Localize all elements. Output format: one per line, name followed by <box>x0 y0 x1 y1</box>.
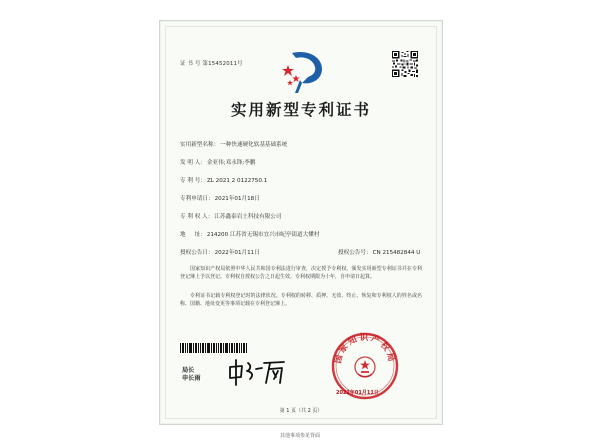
field-value: 一种快速硬化软基基础系统 <box>220 142 288 148</box>
seal-text: 国家知识产权局 <box>333 333 397 365</box>
address-field <box>180 230 319 238</box>
qr-code-icon <box>392 51 418 77</box>
publication-number-field <box>338 248 420 256</box>
barcode-icon <box>180 343 248 353</box>
field-value: 2021年01月18日 <box>214 196 260 202</box>
field-label: 授权公告日： <box>180 250 214 256</box>
field-value: ZL 2021 2 0122750.1 <box>206 178 268 184</box>
patentee-field <box>180 212 281 220</box>
field-label: 发 明 人： <box>180 160 206 166</box>
patent-number-field <box>180 176 267 184</box>
field-label: 专 利 号： <box>180 178 206 184</box>
director-label <box>182 367 212 383</box>
director-name: 申长雨 <box>182 375 201 382</box>
field-label: 地 <box>180 232 195 238</box>
seal-date: 2022年01月11日 <box>336 390 379 396</box>
certificate-paragraph: 专利证书记载专利权登记时的法律状况。专利权的转移、质押、无效、终止、恢复和专利权人的姓名或名称、国籍、地址变更等事项记载在专利登记簿上。 <box>180 293 422 307</box>
inventor-field <box>180 158 255 166</box>
publication-date-field <box>180 248 260 256</box>
field-label: 授权公告号： <box>338 250 372 256</box>
page-number: 第 1 页（共 2 页） <box>279 408 323 414</box>
field-label: 实用新型名称： <box>180 142 220 148</box>
director-title: 局长 <box>182 367 195 374</box>
field-value: 2022年01月11日 <box>214 250 260 256</box>
field-label: 专 利 权 人： <box>180 214 214 220</box>
patent-certificate <box>159 20 443 425</box>
field-value: 金亚伟;邓永锋;李鹏 <box>206 160 256 166</box>
field-value: 214200 江苏省无锡市宜兴市屺亭街道大懂村 <box>206 232 320 238</box>
field-label: 专利申请日： <box>180 196 214 202</box>
certificate-number: 证 书 号 第15452011号 <box>180 61 243 67</box>
svg-text:国家知识产权局 <box>333 332 397 364</box>
certificate-paragraph: 国家知识产权局依照中华人民共和国专利法进行审查，决定授予专利权，颁发实用新型专利证书并在专利登记簿上予以登记。专利权自授权公告之日起生效。专利权期限为十年，自申请日起算。 <box>180 266 422 280</box>
utility-model-name-field <box>180 140 287 148</box>
cnipa-logo-icon <box>278 47 328 95</box>
field-label-suffix: 址： <box>194 232 206 238</box>
signature-icon <box>226 357 288 387</box>
field-value: 江苏鑫泰岩土科技有限公司 <box>214 214 282 220</box>
footer-note: 其他事项参见背面 <box>279 433 320 439</box>
certificate-title: 实用新型专利证书 <box>230 100 371 119</box>
filing-date-field <box>180 194 260 202</box>
field-value: CN 215482844 U <box>372 250 421 256</box>
